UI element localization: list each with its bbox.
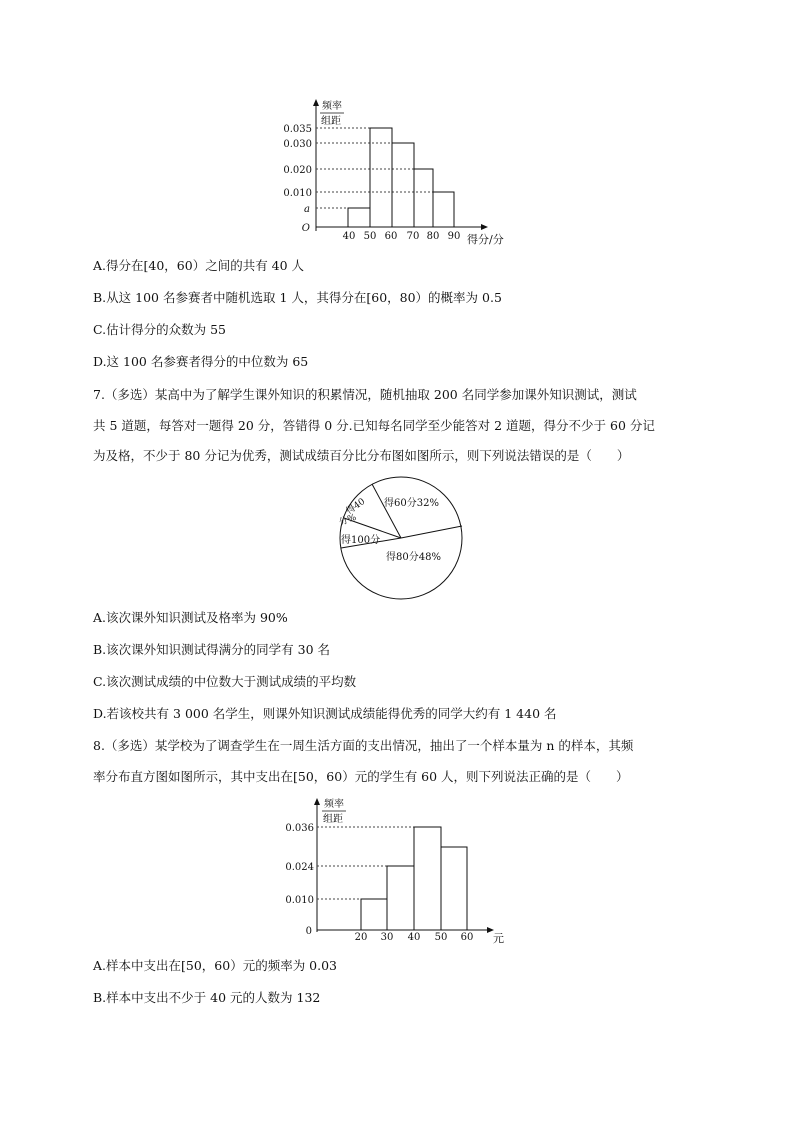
ytick-0036: 0.036 [285,823,314,834]
xtick-50: 50 [363,231,377,242]
bar-60-70 [392,143,414,227]
pie-divider-2 [401,526,462,538]
bar-70-80 [414,169,433,227]
ytick-0030: 0.030 [283,139,312,150]
xtick-60: 60 [384,231,398,242]
ytick-0020: 0.020 [283,165,312,176]
y-label-top: 频率 [324,799,344,810]
ytick-0035: 0.035 [283,124,312,135]
q6-option-c: C.估计得分的众数为 55 [93,322,226,337]
y-axis-arrow [313,99,319,106]
q6-option-a: A.得分在[40，60）之间的共有 40 人 [93,258,305,273]
bar-40-50 [414,827,441,930]
pie-label-40-line1: 得40 [344,496,368,517]
xtick-60: 60 [460,932,474,943]
score-pie-chart [328,476,474,600]
origin-label: 0 [305,926,312,937]
spending-histogram [280,792,510,944]
q7-option-c: C.该次测试成绩的中位数大于测试成绩的平均数 [93,674,357,689]
pie-label-80: 得80分48% [386,552,441,563]
q8-option-b: B.样本中支出不少于 40 元的人数为 132 [93,990,321,1005]
q6-option-d: D.这 100 名参赛者得分的中位数为 65 [93,354,309,369]
xtick-40: 40 [342,231,356,242]
q7-stem-line3: 为及格，不少于 80 分记为优秀，测试成绩百分比分布图如图所示，则下列说法错误的是（ ） [93,448,630,463]
xtick-40: 40 [407,932,421,943]
score-histogram [270,95,510,245]
xtick-80: 80 [426,231,440,242]
xtick-70: 70 [406,231,420,242]
x-axis-arrow [481,224,488,230]
bar-30-40 [387,866,414,930]
x-label: 得分/分 [467,233,504,245]
xtick-50: 50 [434,932,448,943]
bar-40-50 [348,208,370,227]
ytick-a: a [304,204,310,215]
pie-label-40-line2: 分% [337,512,358,529]
ytick-0024: 0.024 [285,862,314,873]
origin-label: O [301,223,310,234]
bar-80-90 [433,192,454,227]
ytick-0010: 0.010 [283,188,312,199]
y-label-top: 频率 [322,101,342,112]
q6-option-b: B.从这 100 名参赛者中随机选取 1 人，其得分在[60，80）的概率为 0.5 [93,290,502,305]
bar-50-60 [441,847,467,930]
pie-label-100: 得100分 [341,535,381,546]
q7-option-b: B.该次课外知识测试得满分的同学有 30 名 [93,642,331,657]
q8-stem-line2: 率分布直方图如图所示，其中支出在[50，60）元的学生有 60 人，则下列说法正确的是（ ） [93,769,629,784]
pie-divider-1 [372,484,401,538]
xtick-30: 30 [380,932,394,943]
x-label: 元 [493,932,504,944]
q7-option-d: D.若该校共有 3 000 名学生，则课外知识测试成绩能得优秀的同学大约有 1 440 名 [93,706,557,721]
y-label-bottom: 组距 [323,814,343,825]
q8-stem-line1: 8.（多选）某学校为了调查学生在一周生活方面的支出情况，抽出了一个样本量为 n 的样本，其频 [93,738,634,753]
q7-stem-line1: 7.（多选）某高中为了解学生课外知识的积累情况，随机抽取 200 名同学参加课外知识测试，测试 [93,387,637,402]
q7-stem-line2: 共 5 道题，每答对一题得 20 分，答错得 0 分.已知每名同学至少能答对 2 道题，得分不少于 60 分记 [93,418,655,433]
pie-label-60: 得60分32% [384,498,439,509]
xtick-20: 20 [354,932,368,943]
xtick-90: 90 [447,231,461,242]
ytick-0010: 0.010 [285,895,314,906]
q7-option-a: A.该次课外知识测试及格率为 90% [93,610,288,625]
y-axis-arrow [314,798,320,805]
q8-option-a: A.样本中支出在[50，60）元的频率为 0.03 [93,958,337,973]
bar-20-30 [361,899,387,930]
y-label-bottom: 组距 [321,116,341,127]
